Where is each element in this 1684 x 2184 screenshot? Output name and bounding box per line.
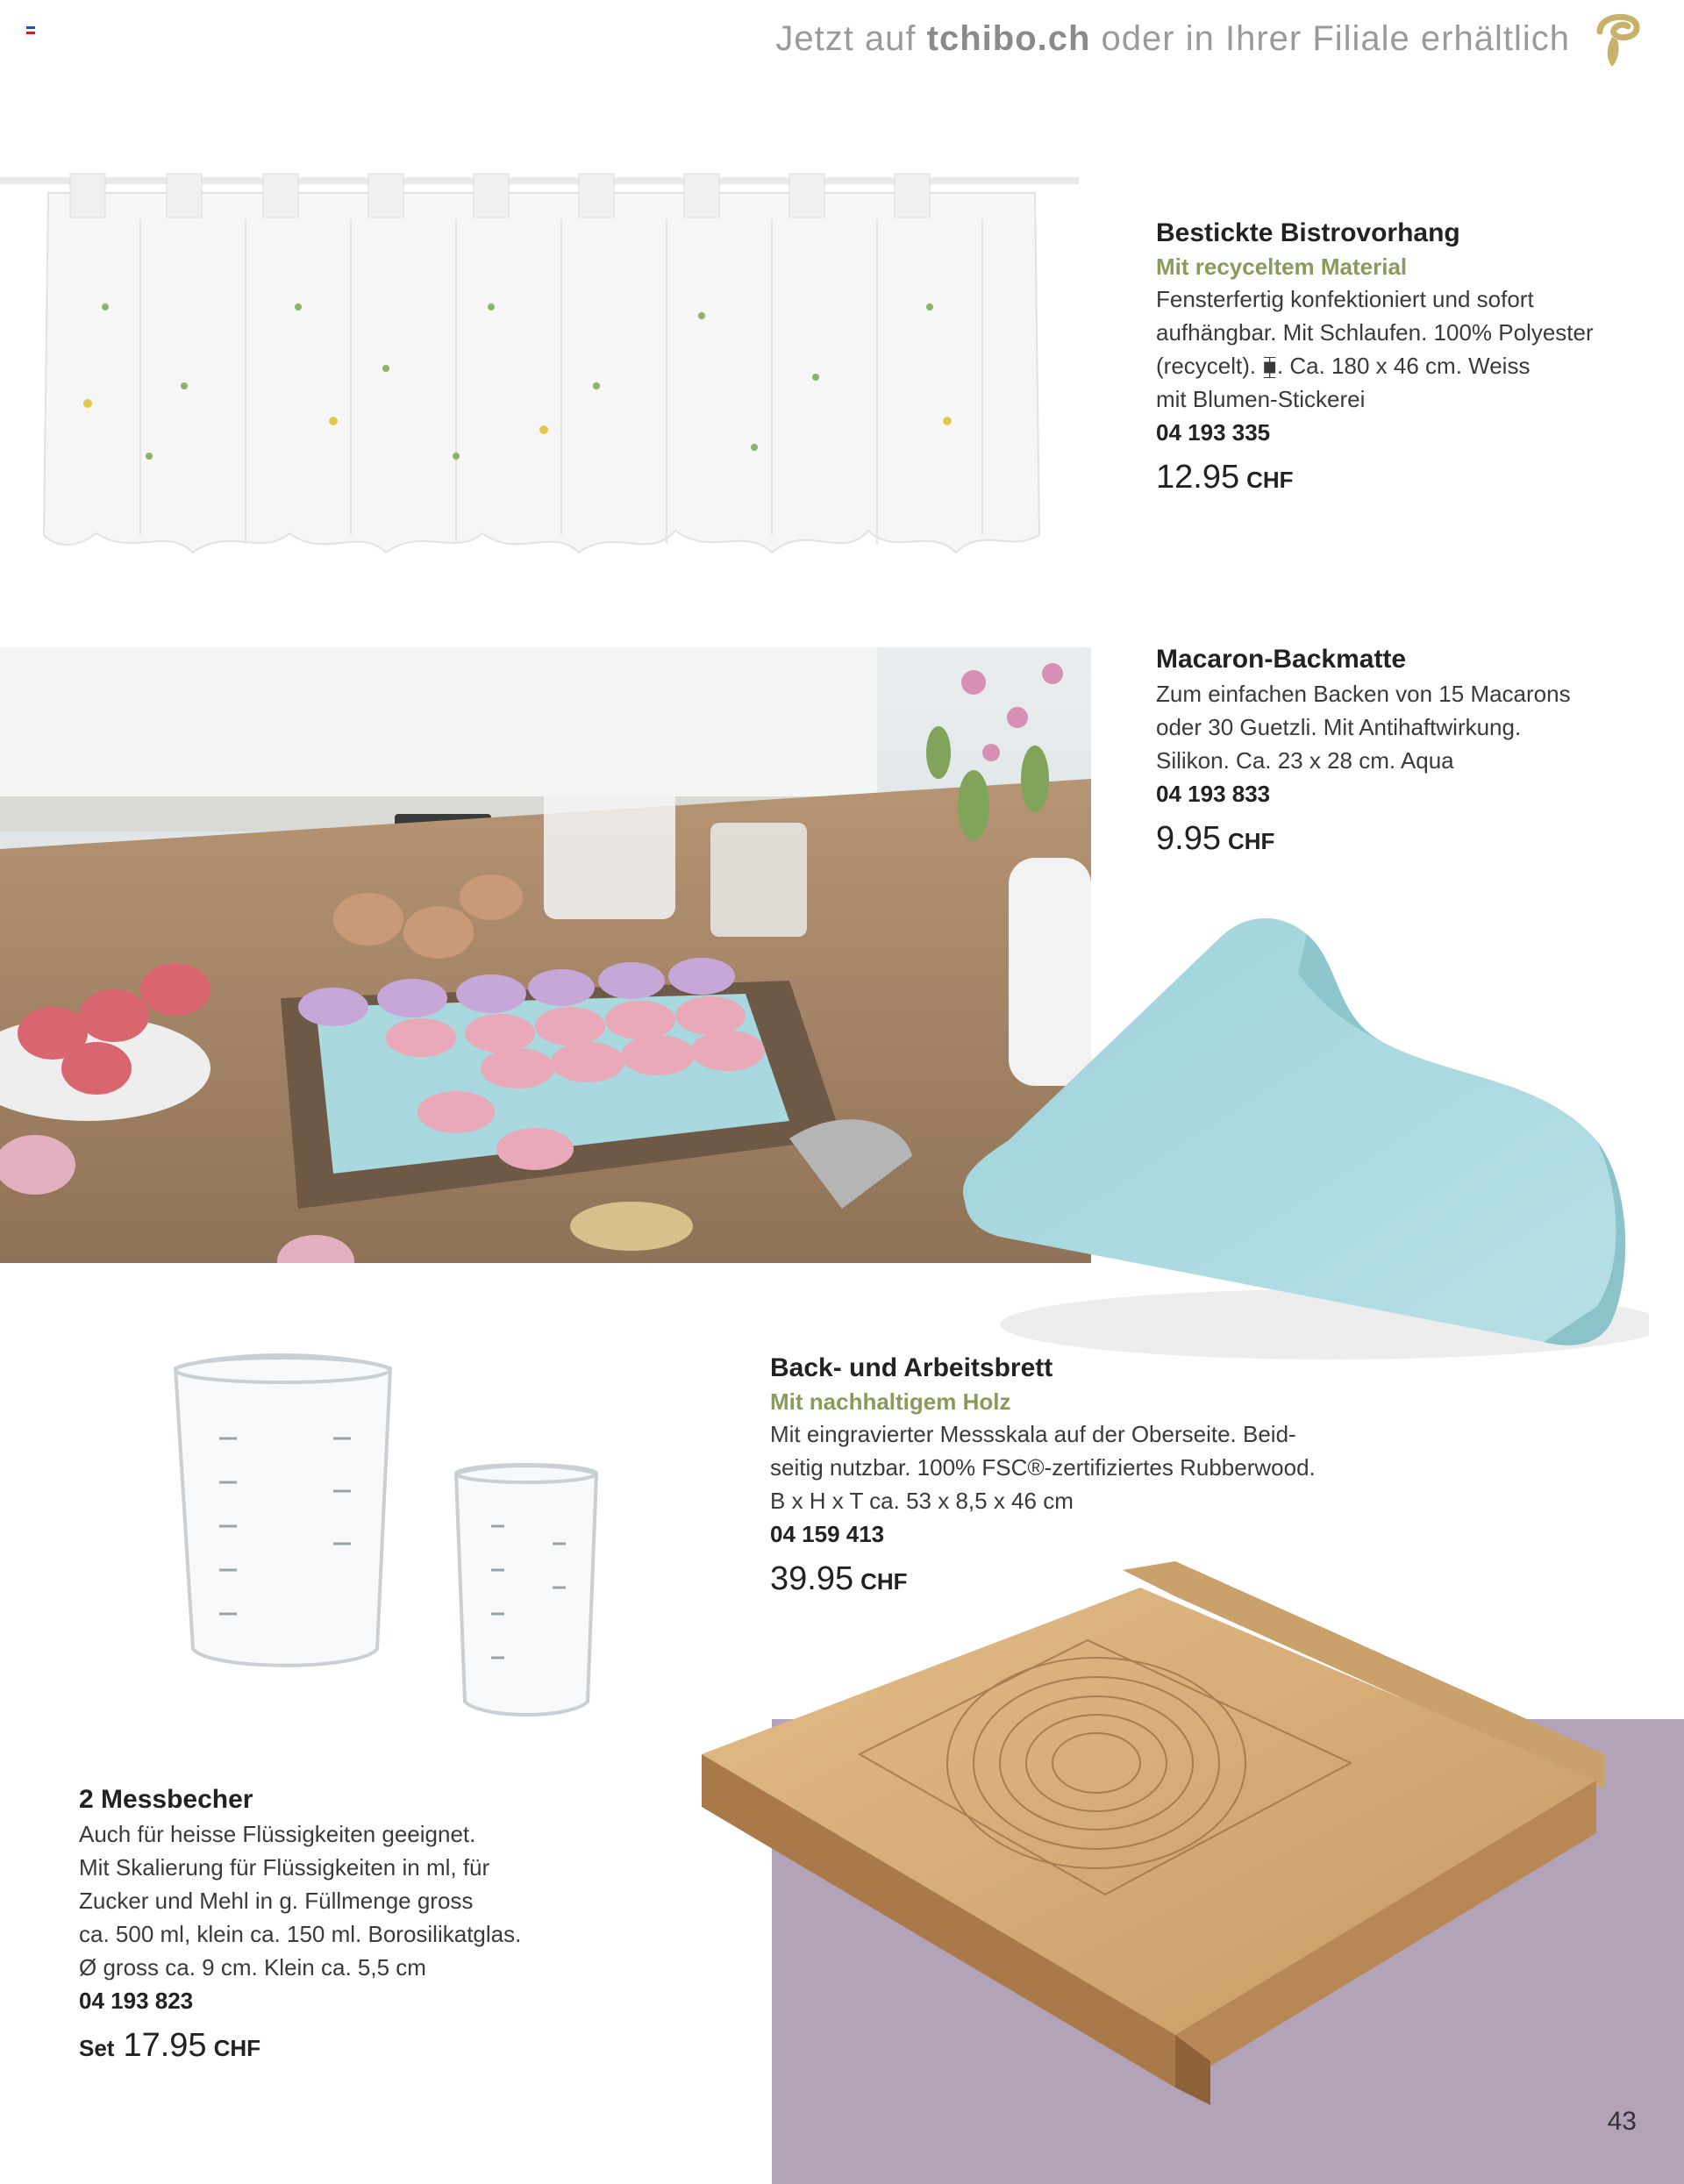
product-board bbox=[770, 1351, 1437, 1606]
tchibo-bean-logo-icon bbox=[1582, 5, 1649, 72]
desc-line: Fensterfertig konfektioniert und sofort bbox=[1156, 286, 1534, 312]
product-board-desc bbox=[770, 1417, 1437, 1517]
desc-line: seitig nutzbar. 100% FSC®-zertifiziertes Rubberwood. bbox=[770, 1454, 1316, 1481]
price-currency: CHF bbox=[860, 1568, 908, 1595]
price-value: 17.95 bbox=[123, 2027, 207, 2064]
desc-line: Zum einfachen Backen von 15 Macarons bbox=[1156, 681, 1571, 707]
price-currency: CHF bbox=[1227, 828, 1275, 854]
desc-line: Ø gross ca. 9 cm. Klein ca. 5,5 cm bbox=[79, 1954, 426, 1981]
price-prefix: Set bbox=[79, 2035, 115, 2061]
product-curtain-subtitle: Mit recyceltem Material bbox=[1156, 253, 1408, 280]
desc-line: Mit eingravierter Messskala auf der Oberseite. Beid- bbox=[770, 1421, 1296, 1447]
header-suffix: oder in Ihrer Filiale erhältlich bbox=[1090, 19, 1570, 58]
page-number: 43 bbox=[1607, 2107, 1637, 2136]
desc-line: Mit Skalierung für Flüssigkeiten in ml, für bbox=[79, 1854, 490, 1881]
silicone-mat-image bbox=[930, 903, 1649, 1377]
product-curtain-name: Bestickte Bistrovorhang bbox=[1156, 218, 1460, 247]
swiss-flag-icon bbox=[26, 26, 35, 35]
desc-line: aufhängbar. Mit Schlaufen. 100% Polyester bbox=[1156, 319, 1594, 346]
product-board-subtitle: Mit nachhaltigem Holz bbox=[770, 1388, 1011, 1415]
product-board-name: Back- und Arbeitsbrett bbox=[770, 1353, 1053, 1382]
product-beakers bbox=[79, 1782, 623, 2073]
product-beakers-name: 2 Messbecher bbox=[79, 1785, 253, 1814]
price-value: 9.95 bbox=[1156, 820, 1221, 857]
macaron-kitchen-photo bbox=[0, 647, 1091, 1263]
product-mat-price bbox=[1156, 814, 1647, 866]
product-curtain-desc bbox=[1156, 282, 1647, 416]
desc-line: Auch für heisse Flüssigkeiten geeignet. bbox=[79, 1821, 476, 1847]
product-mat bbox=[1156, 642, 1647, 866]
price-value: 12.95 bbox=[1156, 459, 1240, 496]
desc-line: B x H x T ca. 53 x 8,5 x 46 cm bbox=[770, 1488, 1074, 1514]
desc-line: ca. 500 ml, klein ca. 150 ml. Borosilikatglas. bbox=[79, 1921, 522, 1947]
price-value: 39.95 bbox=[770, 1560, 854, 1597]
product-mat-article: 04 193 833 bbox=[1156, 781, 1271, 807]
desc-line: (recycelt). ⧯. Ca. 180 x 46 cm. Weiss bbox=[1156, 353, 1531, 379]
wooden-board-image bbox=[684, 1544, 1649, 2123]
desc-line: oder 30 Guetzli. Mit Antihaftwirkung. bbox=[1156, 714, 1522, 740]
curtain-image bbox=[0, 167, 1088, 570]
header-availability-text bbox=[775, 19, 1570, 59]
product-mat-name: Macaron-Backmatte bbox=[1156, 645, 1407, 674]
product-curtain-article: 04 193 335 bbox=[1156, 419, 1271, 446]
product-beakers-price bbox=[79, 2021, 623, 2073]
desc-line: Zucker und Mehl in g. Füllmenge gross bbox=[79, 1888, 474, 1914]
product-mat-desc bbox=[1156, 677, 1647, 777]
product-board-price bbox=[770, 1554, 1437, 1606]
price-currency: CHF bbox=[213, 2035, 260, 2061]
price-currency: CHF bbox=[1246, 467, 1294, 493]
desc-line: Silikon. Ca. 23 x 28 cm. Aqua bbox=[1156, 747, 1454, 774]
product-curtain-price bbox=[1156, 453, 1647, 504]
product-beakers-desc bbox=[79, 1817, 623, 1984]
measuring-beakers-image bbox=[158, 1351, 632, 1754]
header-site-link[interactable]: tchibo.ch bbox=[926, 19, 1091, 58]
desc-line: mit Blumen-Stickerei bbox=[1156, 386, 1366, 412]
product-board-article: 04 159 413 bbox=[770, 1521, 885, 1547]
header-prefix: Jetzt auf bbox=[775, 19, 927, 58]
product-curtain bbox=[1156, 216, 1647, 504]
product-beakers-article: 04 193 823 bbox=[79, 1988, 194, 2014]
